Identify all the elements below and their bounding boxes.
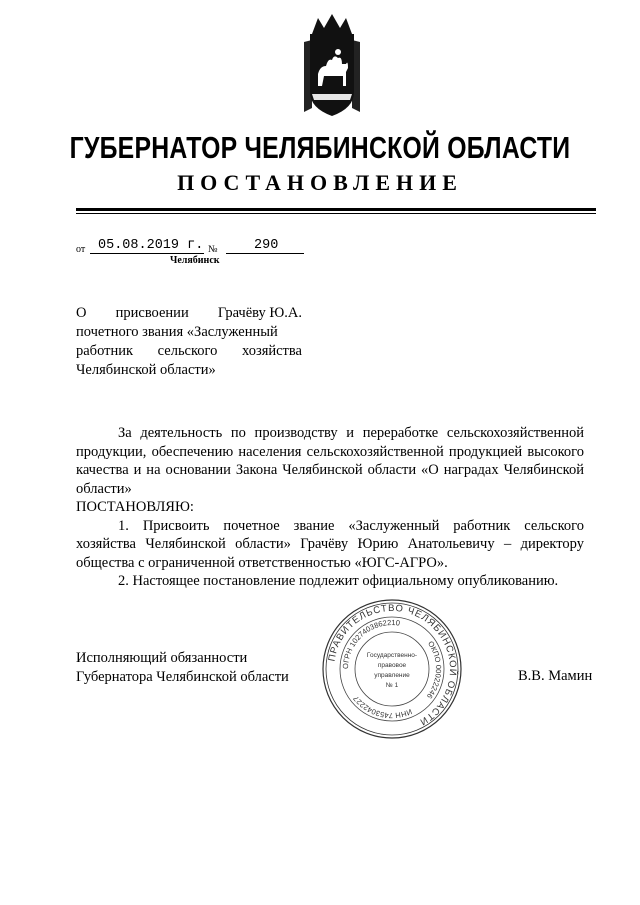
subject-line: работник сельского хозяйства bbox=[76, 343, 302, 359]
seal-inn: ИНН 7453042227 bbox=[351, 694, 414, 721]
date-prefix: от bbox=[76, 244, 86, 255]
item-2-paragraph: 2. Настоящее постановление подлежит официальному опубликованию. bbox=[118, 573, 559, 589]
header-rule-thin bbox=[76, 213, 596, 214]
header-rule-thick bbox=[76, 208, 596, 211]
svg-text:ОКПО 00022246 bbox=[425, 639, 443, 700]
item-1-paragraph: 1. Присвоить почетное звание «Заслуженный работник сельского хозяйства Челябинской области» Грачёву Юрию Анатольевичу – директору общества с ограниченной ответственностью «ЮГС-АГРО». bbox=[76, 517, 584, 571]
seal-center-line: управление bbox=[374, 672, 410, 679]
decree-word: ПОСТАНОВЛЯЮ: bbox=[76, 499, 194, 515]
document-number: 290 bbox=[226, 238, 304, 254]
seal-center-line: № 1 bbox=[385, 682, 399, 689]
subject-line: Челябинской области» bbox=[76, 362, 216, 378]
subject-line: О присвоении Грачёву Ю.А. bbox=[76, 305, 302, 321]
document-type: ПОСТАНОВЛЕНИЕ bbox=[177, 170, 463, 195]
preamble-paragraph: За деятельность по производству и переработке сельскохозяйственной продукции, обеспечению населения сельскохозяйственной продукцией высокого качества и на основании Закона Челябинской области «О наградах Челябинской области» bbox=[76, 425, 584, 497]
coat-of-arms-icon bbox=[298, 12, 366, 120]
subject-line: почетного звания «Заслуженный bbox=[76, 324, 278, 340]
number-prefix: № bbox=[208, 244, 218, 255]
signatory-position: Исполняющий обязанности Губернатора Челябинской области bbox=[76, 650, 289, 685]
decree-body bbox=[76, 424, 584, 591]
seal-outer-text: ПРАВИТЕЛЬСТВО ЧЕЛЯБИНСКОЙ ОБЛАСТИ bbox=[326, 602, 459, 728]
seal-center-line: правовое bbox=[377, 662, 407, 669]
seal-ogrn: ОГРН 1027403862210 bbox=[340, 617, 401, 670]
official-seal bbox=[320, 597, 464, 741]
authority-title: ГУБЕРНАТОР ЧЕЛЯБИНСКОЙ ОБЛАСТИ bbox=[69, 130, 571, 165]
document-date: 05.08.2019 г. bbox=[90, 238, 204, 254]
signatory-name: В.В. Мамин bbox=[518, 668, 593, 684]
seal-okpo: ОКПО 00022246 bbox=[424, 639, 444, 701]
svg-text:ИНН 7453042227 bbox=[351, 694, 413, 720]
city: Челябинск bbox=[170, 255, 220, 266]
subject-block bbox=[76, 304, 302, 380]
seal-center-line: Государственно- bbox=[366, 652, 418, 659]
